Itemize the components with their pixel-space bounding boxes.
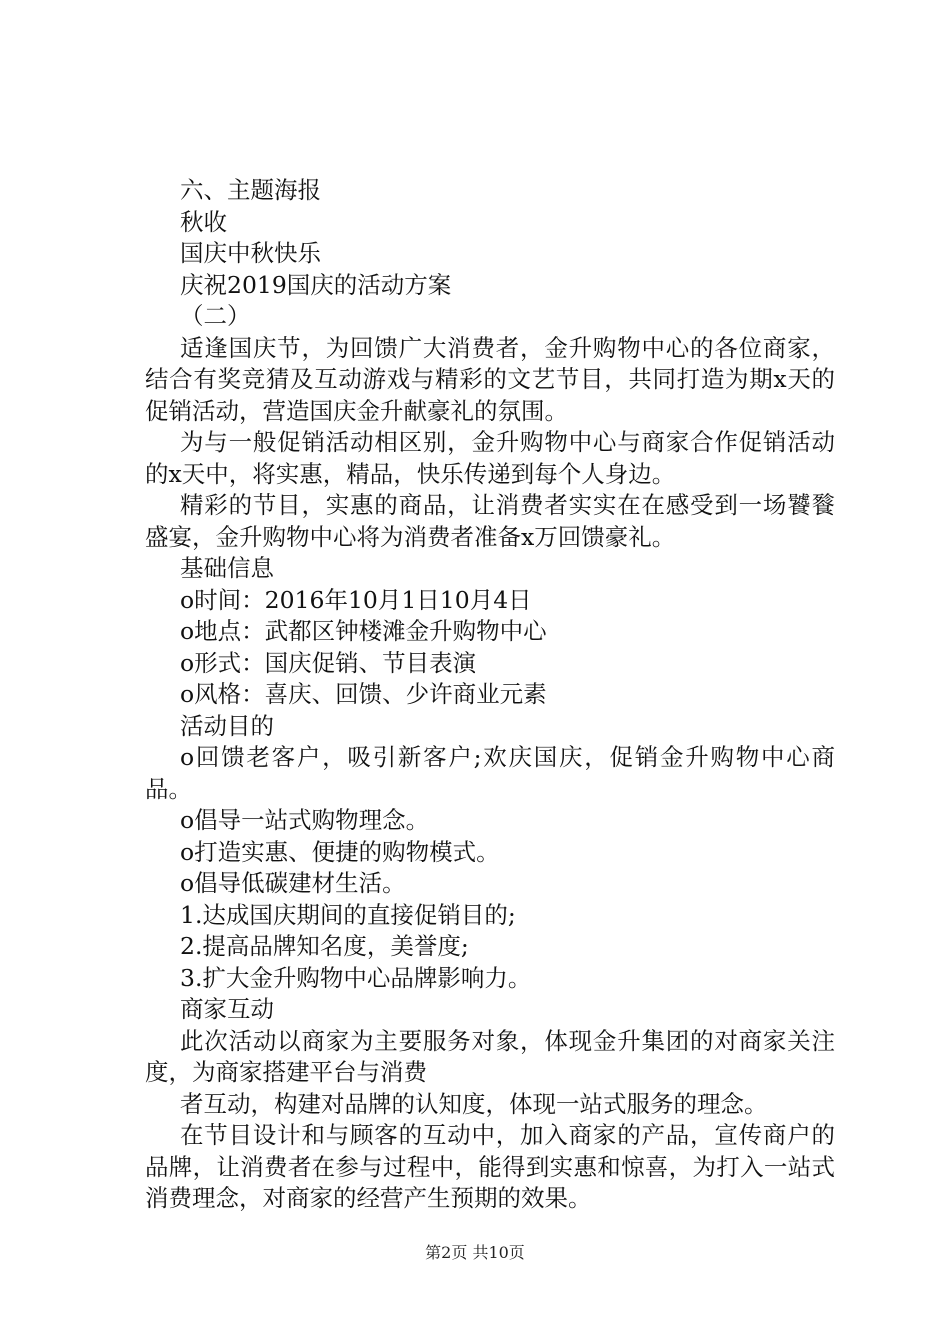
- page-number-footer: 第2页 共10页: [425, 1243, 525, 1262]
- merchant-heading: 商家互动: [180, 995, 274, 1023]
- merchant-paragraph-2: 者互动，构建对品牌的认知度，体现一站式服务的理念。: [180, 1089, 768, 1118]
- merchant-paragraph-1: 此次活动以商家为主要服务对象，体现金升集团的对商家关注度，为商家搭建平台与消费: [145, 1026, 835, 1086]
- goal-item-3: o倡导低碳建材生活。: [180, 869, 406, 897]
- basic-info-time: o时间：2016年10月1日10月4日: [180, 585, 532, 614]
- poster-line-greeting: 国庆中秋快乐: [180, 239, 321, 267]
- intro-paragraph-1: 适逢国庆节，为回馈广大消费者，金升购物中心的各位商家，结合有奖竞猜及互动游戏与精彩的文艺节目，共同打造为期x天的促销活动，营造国庆金升献豪礼的氛围。: [145, 333, 835, 425]
- goal-item-1: o倡导一站式购物理念。: [180, 806, 430, 834]
- section-heading-theme-poster: 六、主题海报: [180, 176, 321, 204]
- document-body: [145, 175, 835, 1215]
- plan-subtitle: （二）: [180, 302, 251, 330]
- basic-info-heading: 基础信息: [180, 554, 274, 582]
- goal-item-2: o打造实惠、便捷的购物模式。: [180, 837, 500, 866]
- poster-line-autumn: 秋收: [180, 207, 227, 236]
- intro-paragraph-2: 为与一般促销活动相区别，金升购物中心与商家合作促销活动的x天中，将实惠，精品，快乐传递到每个人身边。: [145, 428, 835, 488]
- basic-info-style: o风格：喜庆、回馈、少许商业元素: [180, 680, 547, 708]
- intro-paragraph-3: 精彩的节目，实惠的商品，让消费者实实在在感受到一场饕餮盛宴，金升购物中心将为消费者准备x万回馈豪礼。: [145, 491, 835, 551]
- goals-heading: 活动目的: [180, 711, 274, 740]
- goal-paragraph: o回馈老客户，吸引新客户;欢庆国庆，促销金升购物中心商品。: [145, 743, 835, 803]
- goal-numbered-1: 1.达成国庆期间的直接促销目的;: [180, 900, 516, 929]
- goal-numbered-2: 2.提高品牌知名度，美誉度;: [180, 932, 469, 960]
- basic-info-format: o形式：国庆促销、节目表演: [180, 648, 477, 677]
- basic-info-location: o地点：武都区钟楼滩金升购物中心: [180, 617, 547, 645]
- goal-numbered-3: 3.扩大金升购物中心品牌影响力。: [180, 963, 532, 992]
- merchant-paragraph-3: 在节目设计和与顾客的互动中，加入商家的产品，宣传商户的品牌，让消费者在参与过程中，能得到实惠和惊喜，为打入一站式消费理念，对商家的经营产生预期的效果。: [145, 1121, 835, 1212]
- plan-title: 庆祝2019国庆的活动方案: [180, 270, 452, 299]
